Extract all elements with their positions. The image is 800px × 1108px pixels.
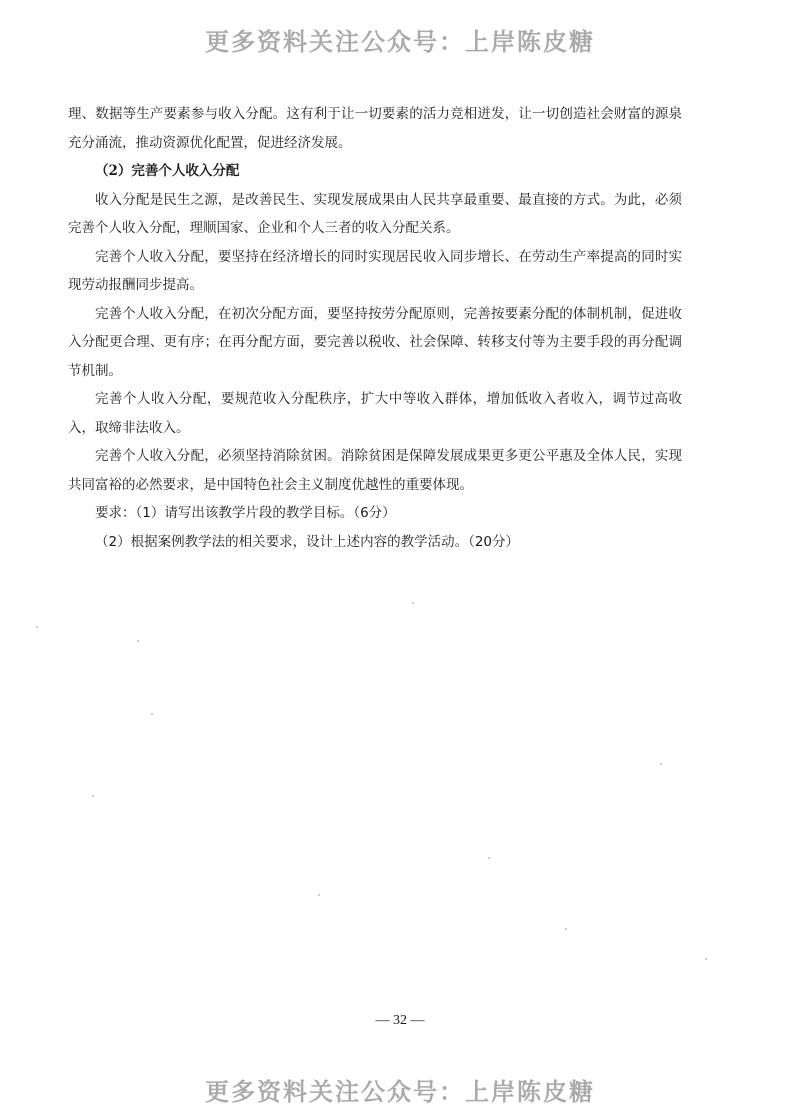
scan-speck: [705, 958, 707, 960]
intro-paragraph: 理、数据等生产要素参与收入分配。这有利于让一切要素的活力竞相迸发，让一切创造社会财富的源泉充分涌流，推动资源优化配置，促进经济发展。: [68, 106, 682, 151]
scan-speck: [137, 640, 139, 642]
document-body: [68, 100, 682, 556]
scan-speck: [660, 763, 662, 765]
scan-speck: [318, 894, 320, 896]
section-heading: （2）完善个人收入分配: [95, 163, 240, 179]
body-paragraph: 完善个人收入分配，在初次分配方面，要坚持按劳分配原则，完善按要素分配的体制机制，促进收入分配更合理、更有序；在再分配方面，要完善以税收、社会保障、转移支付等为主要手段的再分配调节机制。: [68, 305, 682, 379]
scan-speck: [412, 602, 414, 604]
page-number: — 32 —: [375, 1013, 425, 1028]
requirement-2: （2）根据案例教学法的相关要求，设计上述内容的教学活动。（20分）: [95, 533, 520, 550]
scan-speck: [92, 795, 94, 797]
body-paragraph: 完善个人收入分配，要规范收入分配秩序，扩大中等收入群体，增加低收入者收入，调节过高收入，取缔非法收入。: [68, 391, 682, 436]
body-paragraph: 收入分配是民生之源，是改善民生、实现发展成果由人民共享最重要、最直接的方式。为此，必须完善个人收入分配，理顺国家、企业和个人三者的收入分配关系。: [68, 191, 682, 236]
scan-speck: [151, 713, 153, 715]
body-paragraph: 完善个人收入分配，要坚持在经济增长的同时实现居民收入同步增长、在劳动生产率提高的同时实现劳动报酬同步提高。: [68, 248, 682, 293]
watermark-bottom: 更多资料关注公众号：上岸陈皮糖: [205, 1078, 595, 1106]
body-paragraph: 完善个人收入分配，必须坚持消除贫困。消除贫困是保障发展成果更多更公平惠及全体人民，实现共同富裕的必然要求，是中国特色社会主义制度优越性的重要体现。: [68, 448, 682, 493]
scan-speck: [565, 928, 567, 930]
requirement-1: 要求：（1）请写出该教学片段的教学目标。（6分）: [95, 505, 396, 521]
watermark-top: 更多资料关注公众号：上岸陈皮糖: [205, 28, 595, 56]
scan-speck: [36, 626, 38, 628]
scan-speck: [488, 857, 490, 859]
